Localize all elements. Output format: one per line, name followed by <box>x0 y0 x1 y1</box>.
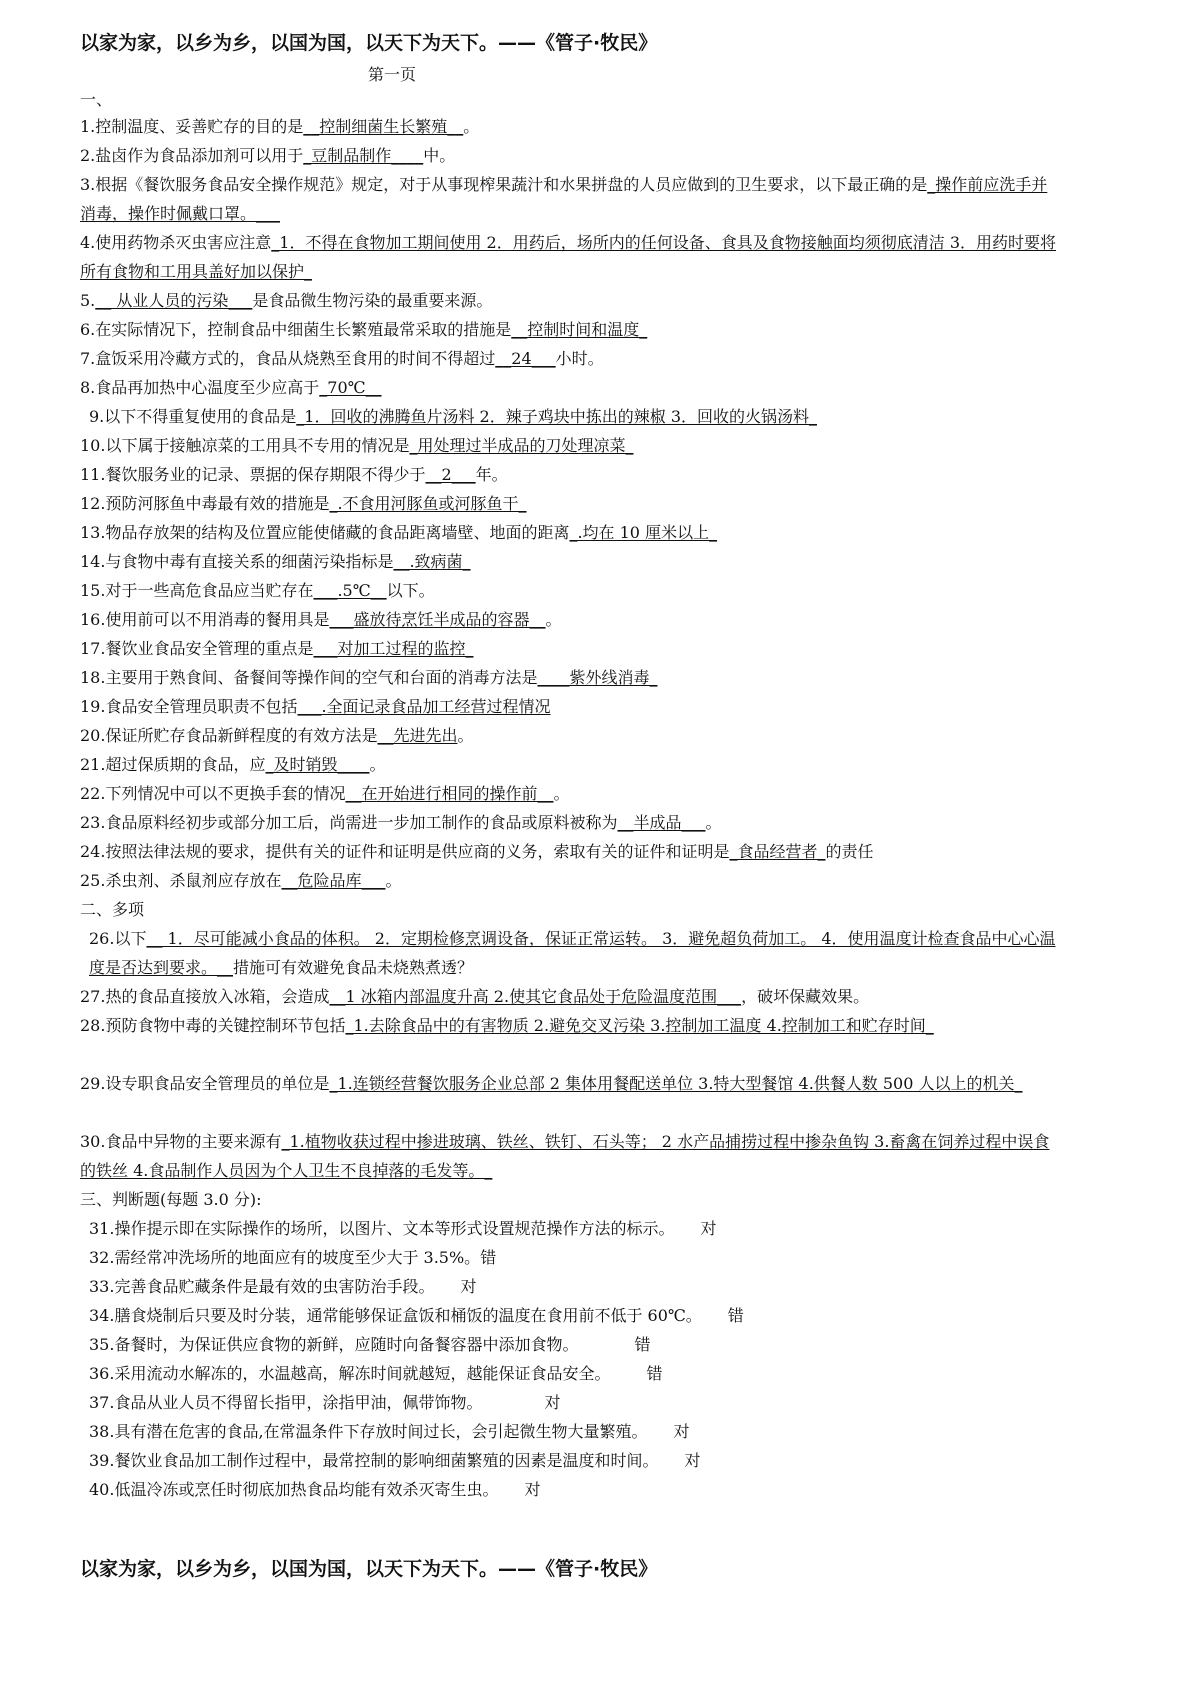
question-text: 6.在实际情况下，控制食品中细菌生长繁殖最常采取的措施是 <box>80 320 512 339</box>
question-39 <box>89 1451 1069 1471</box>
question-26 <box>89 924 1069 982</box>
answer-blank: ___盛放待烹饪半成品的容器__ <box>329 610 546 629</box>
answer-mark: 对 <box>544 1393 561 1412</box>
question-suffix: 年。 <box>475 465 508 484</box>
question-25 <box>80 871 1060 891</box>
section-heading-2: 二、多项 <box>80 900 145 919</box>
question-34 <box>89 1306 1069 1326</box>
question-23 <box>80 813 1060 833</box>
answer-blank: __ 1．尽可能减小食品的体积。 2．定期检修烹调设备，保证正常运转。 3．避免超负荷加工。 4．使用温度计检查食品中心心温度是否达到要求。__ <box>89 929 1056 977</box>
question-text: 40.低温冷冻或烹任时彻底加热食品均能有效杀灭寄生虫。 <box>89 1480 499 1499</box>
answer-blank: _1.植物收获过程中掺进玻璃、铁丝、铁钉、石头等； 2 水产品捕捞过程中掺杂鱼钩 3.畜禽在饲养过程中误食的铁丝 4.食品制作人员因为个人卫生不良掉落的毛发等。_ <box>80 1132 1050 1180</box>
question-19 <box>80 697 1060 717</box>
question-29 <box>80 1069 1060 1098</box>
question-36 <box>89 1364 1069 1384</box>
question-7 <box>80 349 1060 369</box>
question-suffix: 中。 <box>423 146 456 165</box>
question-37 <box>89 1393 1069 1413</box>
answer-blank: ___.5℃__ <box>313 581 387 600</box>
answer-blank: __先进先出 <box>377 726 458 745</box>
question-2 <box>80 146 1060 166</box>
question-text: 22.下列情况中可以不更换手套的情况 <box>80 784 346 803</box>
question-17 <box>80 639 1060 659</box>
page-title: 第一页 <box>368 65 417 84</box>
answer-blank: _1.连锁经营餐饮服务企业总部 2 集体用餐配送单位 3.特大型餐馆 4.供餐人数 500 人以上的机关_ <box>329 1074 1023 1093</box>
answer-blank: __2___ <box>425 465 476 484</box>
question-text: 16.使用前可以不用消毒的餐用具是 <box>80 610 330 629</box>
question-text: 1.控制温度、妥善贮存的目的是 <box>80 117 304 136</box>
question-suffix: 是食品微生物污染的最重要来源。 <box>252 291 493 310</box>
answer-blank: __在开始进行相同的操作前__ <box>345 784 554 803</box>
question-24 <box>80 842 1060 862</box>
answer-blank: _70℃__ <box>319 378 382 397</box>
question-text: 26.以下 <box>89 929 147 948</box>
question-text: 28.预防食物中毒的关键控制环节包括 <box>80 1016 346 1035</box>
question-text: 30.食品中异物的主要来源有 <box>80 1132 282 1151</box>
question-27 <box>80 987 1060 1007</box>
answer-mark: 对 <box>700 1219 717 1238</box>
question-3 <box>80 170 1060 228</box>
question-5 <box>80 291 1060 311</box>
answer-blank: _用处理过半成品的刀处理凉菜_ <box>409 436 634 455</box>
question-text: 3.根据《餐饮服务食品安全操作规范》规定，对于从事现榨果蔬汁和水果拼盘的人员应做到的卫生要求，以下最正确的是 <box>80 175 928 194</box>
answer-mark: 对 <box>460 1277 477 1296</box>
answer-blank: __.致病菌_ <box>393 552 471 571</box>
question-text: 36.采用流动水解冻的，水温越高，解冻时间就越短，越能保证食品安全。 <box>89 1364 611 1383</box>
question-12 <box>80 494 1060 514</box>
header-motto: 以家为家，以乡为乡，以国为国，以天下为天下。——《管子·牧民》 <box>80 32 658 54</box>
question-text: 14.与食物中毒有直接关系的细菌污染指标是 <box>80 552 394 571</box>
answer-mark: 对 <box>673 1422 690 1441</box>
question-text: 12.预防河豚鱼中毒最有效的措施是 <box>80 494 330 513</box>
question-text: 9.以下不得重复使用的食品是 <box>89 407 297 426</box>
answer-blank: __ 从业人员的污染___ <box>95 291 253 310</box>
question-4 <box>80 228 1060 286</box>
question-suffix: 以下。 <box>386 581 435 600</box>
answer-blank: __控制时间和温度_ <box>511 320 648 339</box>
answer-mark: 错 <box>480 1248 497 1267</box>
question-text: 2.盐卤作为食品添加剂可以用于 <box>80 146 304 165</box>
question-text: 27.热的食品直接放入冰箱，会造成 <box>80 987 330 1006</box>
question-suffix: 。 <box>705 813 722 832</box>
question-text: 21.超过保质期的食品，应 <box>80 755 266 774</box>
answer-blank: __半成品___ <box>617 813 706 832</box>
question-1 <box>80 117 1060 137</box>
answer-blank: _1.去除食品中的有害物质 2.避免交叉污染 3.控制加工温度 4.控制加工和贮存时间_ <box>345 1016 934 1035</box>
answer-blank: _.均在 10 厘米以上_ <box>569 523 718 542</box>
question-40 <box>89 1480 1069 1500</box>
question-text: 29.设专职食品安全管理员的单位是 <box>80 1074 330 1093</box>
footer-motto: 以家为家，以乡为乡，以国为国，以天下为天下。——《管子·牧民》 <box>80 1558 658 1580</box>
question-text: 35.备餐时，为保证供应食物的新鲜，应随时向备餐容器中添加食物。 <box>89 1335 579 1354</box>
question-suffix: 措施可有效避免食品未烧熟煮透？ <box>233 958 474 977</box>
question-text: 8.食品再加热中心温度至少应高于 <box>80 378 320 397</box>
question-suffix: 小时。 <box>555 349 604 368</box>
answer-blank: _1．不得在食物加工期间使用 2．用药后，场所内的任何设备、食具及食物接触面均须彻底清洁 3．用药时要将所有食物和工用具盖好加以保护_ <box>80 233 1056 281</box>
question-text: 39.餐饮业食品加工制作过程中，最常控制的影响细菌繁殖的因素是温度和时间。 <box>89 1451 659 1470</box>
question-11 <box>80 465 1060 485</box>
question-8 <box>80 378 1060 398</box>
question-text: 32.需经常冲洗场所的地面应有的坡度至少大于 3.5%。 <box>89 1248 481 1267</box>
question-suffix: 。 <box>553 784 570 803</box>
answer-blank: _1．回收的沸腾鱼片汤料 2．辣子鸡块中拣出的辣椒 3．回收的火锅汤料_ <box>296 407 817 426</box>
question-suffix: 。 <box>369 755 386 774</box>
question-text: 10.以下属于接触凉菜的工用具不专用的情况是 <box>80 436 410 455</box>
answer-blank: __1 冰箱内部温度升高 2.使其它食品处于危险温度范围___ <box>329 987 742 1006</box>
question-33 <box>89 1277 1069 1297</box>
question-text: 24.按照法律法规的要求，提供有关的证件和证明是供应商的义务，索取有关的证件和证明是 <box>80 842 730 861</box>
question-14 <box>80 552 1060 572</box>
answer-blank: __控制细菌生长繁殖__ <box>303 117 464 136</box>
question-28 <box>80 1011 1060 1040</box>
answer-blank: __危险品库___ <box>281 871 386 890</box>
question-21 <box>80 755 1060 775</box>
question-text: 25.杀虫剂、杀鼠剂应存放在 <box>80 871 282 890</box>
answer-blank: ____紫外线消毒_ <box>537 668 658 687</box>
question-text: 20.保证所贮存食品新鲜程度的有效方法是 <box>80 726 378 745</box>
answer-blank: _豆制品制作____ <box>303 146 424 165</box>
question-text: 23.食品原料经初步或部分加工后，尚需进一步加工制作的食品或原料被称为 <box>80 813 618 832</box>
answer-mark: 错 <box>646 1364 663 1383</box>
question-20 <box>80 726 1060 746</box>
question-text: 7.盒饭采用冷藏方式的，食品从烧熟至食用的时间不得超过 <box>80 349 496 368</box>
question-text: 11.餐饮服务业的记录、票据的保存期限不得少于 <box>80 465 426 484</box>
question-text: 31.操作提示即在实际操作的场所，以图片、文本等形式设置规范操作方法的标示。 <box>89 1219 675 1238</box>
answer-blank: _及时销毁____ <box>265 755 370 774</box>
question-suffix: ，破坏保藏效果。 <box>741 987 870 1006</box>
question-suffix: 。 <box>385 871 402 890</box>
section-heading-1: 一、 <box>80 90 113 109</box>
question-text: 19.食品安全管理员职责不包括 <box>80 697 298 716</box>
answer-blank: _食品经营者_ <box>729 842 826 861</box>
answer-blank: ___.全面记录食品加工经营过程情况 <box>297 697 551 716</box>
question-35 <box>89 1335 1069 1355</box>
question-text: 38.具有潜在危害的食品,在常温条件下存放时间过长，会引起微生物大量繁殖。 <box>89 1422 648 1441</box>
question-16 <box>80 610 1060 630</box>
question-18 <box>80 668 1060 688</box>
question-text: 17.餐饮业食品安全管理的重点是 <box>80 639 314 658</box>
question-suffix: 。 <box>457 726 474 745</box>
question-text: 15.对于一些高危食品应当贮存在 <box>80 581 314 600</box>
question-text: 4.使用药物杀灭虫害应注意 <box>80 233 272 252</box>
question-10 <box>80 436 1060 456</box>
question-suffix: 的责任 <box>825 842 874 861</box>
question-30 <box>80 1127 1060 1185</box>
question-32 <box>89 1248 1069 1268</box>
question-38 <box>89 1422 1069 1442</box>
question-text: 18.主要用于熟食间、备餐间等操作间的空气和台面的消毒方法是 <box>80 668 538 687</box>
question-31 <box>89 1219 1069 1239</box>
question-6 <box>80 320 1060 340</box>
question-13 <box>80 523 1060 543</box>
answer-mark: 错 <box>727 1306 744 1325</box>
answer-mark: 对 <box>524 1480 541 1499</box>
question-suffix: 。 <box>463 117 480 136</box>
answer-blank: _操作前应洗手并消毒，操作时佩戴口罩。___ <box>80 175 1048 223</box>
question-text: 37.食品从业人员不得留长指甲，涂指甲油，佩带饰物。 <box>89 1393 483 1412</box>
question-text: 33.完善食品贮藏条件是最有效的虫害防治手段。 <box>89 1277 435 1296</box>
answer-blank: _.不食用河豚鱼或河豚鱼干_ <box>329 494 527 513</box>
question-22 <box>80 784 1060 804</box>
answer-mark: 错 <box>634 1335 651 1354</box>
question-text: 5. <box>80 291 96 310</box>
answer-blank: ___对加工过程的监控_ <box>313 639 474 658</box>
answer-blank: __24___ <box>495 349 556 368</box>
answer-mark: 对 <box>684 1451 701 1470</box>
question-text: 13.物品存放架的结构及位置应能使储藏的食品距离墙壁、地面的距离 <box>80 523 570 542</box>
section-heading-3: 三、判断题(每题 3.0 分): <box>80 1190 262 1209</box>
question-text: 34.膳食烧制后只要及时分装，通常能够保证盒饭和桶饭的温度在食用前不低于 60℃。 <box>89 1306 702 1325</box>
question-15 <box>80 581 1060 601</box>
question-suffix: 。 <box>545 610 562 629</box>
question-9 <box>89 407 1069 427</box>
